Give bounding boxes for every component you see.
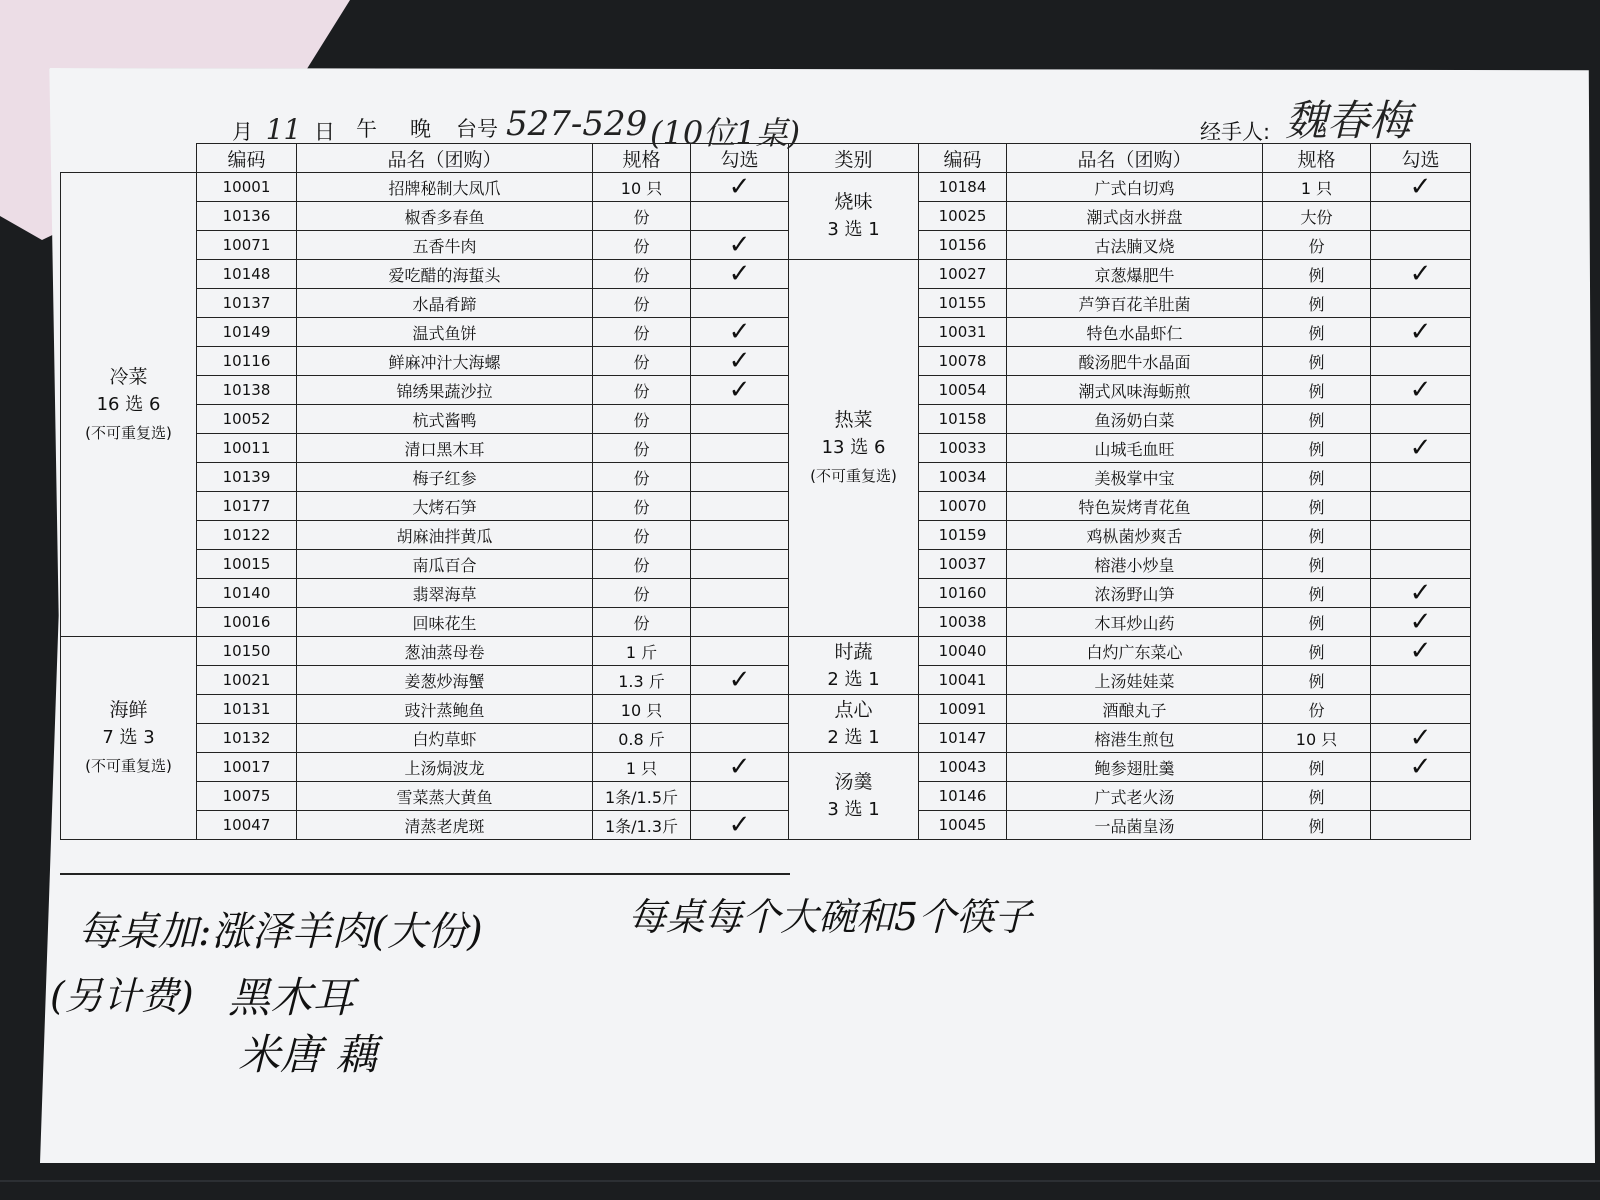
item-code: 10146	[919, 782, 1007, 811]
category-name: 时蔬	[834, 640, 873, 663]
check-mark-icon: ✓	[728, 665, 751, 695]
left-code-header: 编码	[197, 144, 297, 173]
item-check-box[interactable]	[1371, 202, 1471, 231]
right-category-cell	[789, 173, 919, 260]
item-name: 清口黑木耳	[297, 434, 593, 463]
note-right: 每桌每个大碗和5个筷子	[628, 895, 1033, 939]
item-code: 10184	[919, 173, 1007, 202]
item-check-box[interactable]	[691, 579, 789, 608]
right-menu-row	[789, 260, 1471, 289]
note-line-1: 每桌加:涨泽羊肉(大份)	[78, 909, 483, 955]
item-code: 10054	[919, 376, 1007, 405]
item-code: 10037	[919, 550, 1007, 579]
item-code: 10045	[919, 811, 1007, 840]
item-spec: 份	[1263, 231, 1371, 260]
right-spec-header: 规格	[1263, 144, 1371, 173]
item-spec: 10 只	[593, 173, 691, 202]
item-check-box[interactable]	[691, 202, 789, 231]
item-name: 浓汤野山笋	[1007, 579, 1263, 608]
category-name: 热菜	[834, 409, 873, 431]
noon-label: 午	[356, 117, 377, 141]
item-check-box[interactable]	[691, 637, 789, 666]
item-name: 一品菌皇汤	[1007, 811, 1263, 840]
item-code: 10137	[197, 289, 297, 318]
item-name: 芦笋百花羊肚菌	[1007, 289, 1263, 318]
left-header-row	[61, 144, 789, 173]
item-code: 10075	[197, 782, 297, 811]
item-check-box[interactable]	[691, 608, 789, 637]
item-code: 10159	[919, 521, 1007, 550]
right-menu-row	[789, 753, 1471, 782]
item-name: 鲍参翅肚羹	[1007, 753, 1263, 782]
item-check-box[interactable]	[691, 550, 789, 579]
item-check-box[interactable]	[1371, 434, 1471, 463]
item-code: 10091	[919, 695, 1007, 724]
bottom-rule	[60, 873, 790, 875]
item-spec: 例	[1263, 463, 1371, 492]
category-rule: 13 选 6	[821, 437, 886, 458]
check-mark-icon: ✓	[728, 317, 751, 347]
item-spec: 例	[1263, 782, 1371, 811]
item-check-box[interactable]	[691, 724, 789, 753]
check-mark-icon: ✓	[728, 172, 751, 202]
item-name: 爱吃醋的海蜇头	[297, 260, 593, 289]
table-note: (10位1桌)	[650, 114, 801, 152]
item-spec: 份	[593, 260, 691, 289]
item-spec: 10 只	[1263, 724, 1371, 753]
item-spec: 份	[593, 492, 691, 521]
left-category-header	[61, 144, 197, 173]
item-spec: 份	[593, 521, 691, 550]
item-code: 10147	[919, 724, 1007, 753]
item-check-box[interactable]	[1371, 347, 1471, 376]
handler-signature	[1285, 88, 1411, 120]
left-check-header: 勾选	[691, 144, 789, 173]
handler-label: 经手人:	[1200, 120, 1271, 144]
item-code: 10040	[919, 637, 1007, 666]
item-name: 锦绣果蔬沙拉	[297, 376, 593, 405]
item-code: 10033	[919, 434, 1007, 463]
item-name: 南瓜百合	[297, 550, 593, 579]
check-mark-icon: ✓	[1409, 752, 1432, 782]
category-rule: 3 选 1	[827, 219, 880, 240]
item-check-box[interactable]	[1371, 695, 1471, 724]
item-code: 10149	[197, 318, 297, 347]
item-spec: 1 只	[593, 753, 691, 782]
item-name: 鲜麻冲汁大海螺	[297, 347, 593, 376]
item-code: 10021	[197, 666, 297, 695]
item-name: 水晶肴蹄	[297, 289, 593, 318]
item-code: 10131	[197, 695, 297, 724]
item-name: 温式鱼饼	[297, 318, 593, 347]
header-date	[232, 113, 335, 145]
item-code: 10034	[919, 463, 1007, 492]
item-spec: 份	[593, 579, 691, 608]
right-code-header: 编码	[919, 144, 1007, 173]
category-name: 海鲜	[109, 699, 148, 721]
item-check-box[interactable]	[691, 695, 789, 724]
day-value: 11	[265, 113, 302, 146]
item-check-box[interactable]	[1371, 724, 1471, 753]
check-mark-icon: ✓	[1409, 723, 1432, 753]
category-name: 冷菜	[109, 365, 148, 388]
item-spec: 例	[1263, 492, 1371, 521]
item-code: 10148	[197, 260, 297, 289]
item-code: 10027	[919, 260, 1007, 289]
item-name: 广式老火汤	[1007, 782, 1263, 811]
item-name: 美极掌中宝	[1007, 463, 1263, 492]
item-spec: 份	[593, 347, 691, 376]
category-rule: 2 选 1	[827, 668, 880, 690]
category-name: 烧味	[834, 191, 873, 213]
right-category-cell	[789, 695, 919, 753]
table-stripe	[0, 1180, 1600, 1182]
item-name: 椒香多春鱼	[297, 202, 593, 231]
item-name: 榕港生煎包	[1007, 724, 1263, 753]
item-code: 10160	[919, 579, 1007, 608]
item-spec: 大份	[1263, 202, 1371, 231]
item-code: 10150	[197, 637, 297, 666]
item-check-box[interactable]	[1371, 463, 1471, 492]
item-spec: 例	[1263, 811, 1371, 840]
left-menu-table	[60, 143, 789, 840]
item-code: 10138	[197, 376, 297, 405]
item-code: 10047	[197, 811, 297, 840]
item-name: 葱油蒸母卷	[297, 637, 593, 666]
item-check-box[interactable]	[691, 231, 789, 260]
item-check-box[interactable]	[1371, 289, 1471, 318]
item-code: 10016	[197, 608, 297, 637]
item-name: 五香牛肉	[297, 231, 593, 260]
check-mark-icon: ✓	[1409, 259, 1432, 289]
item-spec: 例	[1263, 521, 1371, 550]
item-check-box[interactable]	[1371, 173, 1471, 202]
category-rule: 2 选 1	[827, 726, 880, 748]
item-spec: 例	[1263, 637, 1371, 666]
right-category-header: 类别	[789, 144, 919, 173]
item-check-box[interactable]	[691, 666, 789, 695]
item-spec: 例	[1263, 289, 1371, 318]
item-check-box[interactable]	[1371, 521, 1471, 550]
item-name: 鱼汤奶白菜	[1007, 405, 1263, 434]
check-mark-icon: ✓	[728, 346, 751, 376]
item-check-box[interactable]	[1371, 318, 1471, 347]
item-spec: 份	[593, 231, 691, 260]
item-name: 潮式风味海蛎煎	[1007, 376, 1263, 405]
item-name: 潮式卤水拼盘	[1007, 202, 1263, 231]
item-check-box[interactable]	[691, 434, 789, 463]
item-check-box[interactable]	[1371, 753, 1471, 782]
category-rule: 3 选 1	[827, 799, 880, 820]
item-code: 10052	[197, 405, 297, 434]
item-spec: 份	[593, 289, 691, 318]
month-label: 月	[232, 120, 253, 144]
item-check-box[interactable]	[691, 463, 789, 492]
check-mark-icon: ✓	[1409, 433, 1432, 463]
item-check-box[interactable]	[691, 405, 789, 434]
item-name: 京葱爆肥牛	[1007, 260, 1263, 289]
right-name-header: 品名（团购）	[1007, 144, 1263, 173]
item-spec: 例	[1263, 434, 1371, 463]
check-mark-icon: ✓	[728, 259, 751, 289]
item-check-box[interactable]	[1371, 608, 1471, 637]
item-check-box[interactable]	[1371, 666, 1471, 695]
item-name: 豉汁蒸鲍鱼	[297, 695, 593, 724]
item-spec: 例	[1263, 405, 1371, 434]
item-name: 上汤娃娃菜	[1007, 666, 1263, 695]
item-spec: 例	[1263, 579, 1371, 608]
item-name: 酸汤肥牛水晶面	[1007, 347, 1263, 376]
item-name: 木耳炒山药	[1007, 608, 1263, 637]
item-name: 榕港小炒皇	[1007, 550, 1263, 579]
item-spec: 份	[593, 202, 691, 231]
item-spec: 份	[593, 318, 691, 347]
item-spec: 1条/1.5斤	[593, 782, 691, 811]
item-name: 回味花生	[297, 608, 593, 637]
item-code: 10070	[919, 492, 1007, 521]
note-line-2-prefix: (另计费)	[50, 974, 194, 1018]
item-spec: 例	[1263, 550, 1371, 579]
item-name: 清蒸老虎斑	[297, 811, 593, 840]
item-code: 10031	[919, 318, 1007, 347]
item-check-box[interactable]	[1371, 811, 1471, 840]
item-name: 白灼广东菜心	[1007, 637, 1263, 666]
item-spec: 例	[1263, 260, 1371, 289]
note-line-2: 黑木耳	[228, 973, 355, 1022]
item-spec: 例	[1263, 666, 1371, 695]
category-name: 点心	[834, 698, 873, 721]
check-mark-icon: ✓	[1409, 317, 1432, 347]
item-name: 古法腩叉烧	[1007, 231, 1263, 260]
item-check-box[interactable]	[1371, 492, 1471, 521]
item-check-box[interactable]	[691, 347, 789, 376]
item-spec: 份	[593, 608, 691, 637]
item-name: 雪菜蒸大黄鱼	[297, 782, 593, 811]
item-code: 10041	[919, 666, 1007, 695]
left-name-header: 品名（团购）	[297, 144, 593, 173]
left-menu-row	[61, 637, 789, 666]
item-spec: 1条/1.3斤	[593, 811, 691, 840]
item-spec: 0.8 斤	[593, 724, 691, 753]
left-category-cell	[61, 637, 197, 840]
item-spec: 10 只	[593, 695, 691, 724]
day-label: 日	[314, 120, 336, 144]
item-name: 杭式酱鸭	[297, 405, 593, 434]
right-menu-row	[789, 637, 1471, 666]
item-check-box[interactable]	[691, 492, 789, 521]
item-name: 招牌秘制大凤爪	[297, 173, 593, 202]
right-header-row	[789, 144, 1471, 173]
item-name: 酒酿丸子	[1007, 695, 1263, 724]
right-category-cell	[789, 753, 919, 840]
item-code: 10155	[919, 289, 1007, 318]
item-code: 10015	[197, 550, 297, 579]
item-spec: 份	[593, 463, 691, 492]
item-code: 10001	[197, 173, 297, 202]
item-code: 10071	[197, 231, 297, 260]
left-spec-header: 规格	[593, 144, 691, 173]
item-name: 白灼草虾	[297, 724, 593, 753]
item-code: 10140	[197, 579, 297, 608]
item-check-box[interactable]	[691, 753, 789, 782]
item-name: 山城毛血旺	[1007, 434, 1263, 463]
left-menu-row	[61, 173, 789, 202]
item-code: 10038	[919, 608, 1007, 637]
item-check-box[interactable]	[1371, 260, 1471, 289]
check-mark-icon: ✓	[1409, 607, 1432, 637]
item-spec: 1 只	[1263, 173, 1371, 202]
item-code: 10116	[197, 347, 297, 376]
category-note: (不可重复选)	[85, 423, 172, 442]
item-name: 上汤焗波龙	[297, 753, 593, 782]
item-code: 10132	[197, 724, 297, 753]
item-spec: 例	[1263, 376, 1371, 405]
right-category-cell	[789, 260, 919, 637]
check-mark-icon: ✓	[728, 230, 751, 260]
item-code: 10011	[197, 434, 297, 463]
item-code: 10177	[197, 492, 297, 521]
table-number-label: 台号	[456, 117, 498, 141]
item-spec: 份	[593, 434, 691, 463]
right-menu-row	[789, 173, 1471, 202]
check-mark-icon: ✓	[1409, 636, 1432, 666]
category-note: (不可重复选)	[810, 467, 897, 485]
right-menu-row	[789, 695, 1471, 724]
item-code: 10017	[197, 753, 297, 782]
evening-label: 晚	[410, 117, 431, 141]
item-check-box[interactable]	[1371, 550, 1471, 579]
item-code: 10025	[919, 202, 1007, 231]
item-code: 10156	[919, 231, 1007, 260]
category-note: (不可重复选)	[85, 757, 172, 775]
item-name: 翡翠海草	[297, 579, 593, 608]
item-check-box[interactable]	[1371, 579, 1471, 608]
item-code: 10122	[197, 521, 297, 550]
check-mark-icon: ✓	[1409, 172, 1432, 202]
table-number-value: 527-529	[506, 104, 648, 144]
item-name: 胡麻油拌黄瓜	[297, 521, 593, 550]
right-check-header: 勾选	[1371, 144, 1471, 173]
item-code: 10139	[197, 463, 297, 492]
item-check-box[interactable]	[1371, 782, 1471, 811]
category-rule: 7 选 3	[102, 727, 155, 748]
item-code: 10078	[919, 347, 1007, 376]
right-menu-table	[788, 143, 1471, 840]
left-category-cell	[61, 173, 197, 637]
category-rule: 16 选 6	[96, 393, 161, 415]
check-mark-icon: ✓	[1409, 578, 1432, 608]
item-name: 鸡枞菌炒爽舌	[1007, 521, 1263, 550]
item-check-box[interactable]	[691, 260, 789, 289]
item-spec: 例	[1263, 608, 1371, 637]
right-category-cell	[789, 637, 919, 695]
item-name: 大烤石笋	[297, 492, 593, 521]
item-code: 10043	[919, 753, 1007, 782]
item-spec: 1 斤	[593, 637, 691, 666]
item-check-box[interactable]	[1371, 405, 1471, 434]
item-check-box[interactable]	[691, 318, 789, 347]
item-check-box[interactable]	[1371, 231, 1471, 260]
note-line-3: 米唐 藕	[238, 1030, 378, 1079]
item-spec: 例	[1263, 318, 1371, 347]
item-check-box[interactable]	[1371, 637, 1471, 666]
item-check-box[interactable]	[691, 811, 789, 840]
item-spec: 份	[1263, 695, 1371, 724]
item-check-box[interactable]	[691, 289, 789, 318]
check-mark-icon: ✓	[728, 810, 751, 840]
item-name: 姜葱炒海蟹	[297, 666, 593, 695]
item-check-box[interactable]	[691, 376, 789, 405]
item-check-box[interactable]	[1371, 376, 1471, 405]
item-code: 10158	[919, 405, 1007, 434]
item-spec: 份	[593, 550, 691, 579]
check-mark-icon: ✓	[728, 752, 751, 782]
item-spec: 例	[1263, 347, 1371, 376]
item-check-box[interactable]	[691, 521, 789, 550]
check-mark-icon: ✓	[1409, 375, 1432, 405]
category-name: 汤羹	[834, 771, 873, 793]
item-name: 广式白切鸡	[1007, 173, 1263, 202]
item-name: 特色水晶虾仁	[1007, 318, 1263, 347]
item-spec: 份	[593, 405, 691, 434]
item-spec: 1.3 斤	[593, 666, 691, 695]
item-spec: 份	[593, 376, 691, 405]
item-check-box[interactable]	[691, 173, 789, 202]
item-name: 梅子红参	[297, 463, 593, 492]
item-name: 特色炭烤青花鱼	[1007, 492, 1263, 521]
item-check-box[interactable]	[691, 782, 789, 811]
item-spec: 例	[1263, 753, 1371, 782]
item-code: 10136	[197, 202, 297, 231]
check-mark-icon: ✓	[728, 375, 751, 405]
